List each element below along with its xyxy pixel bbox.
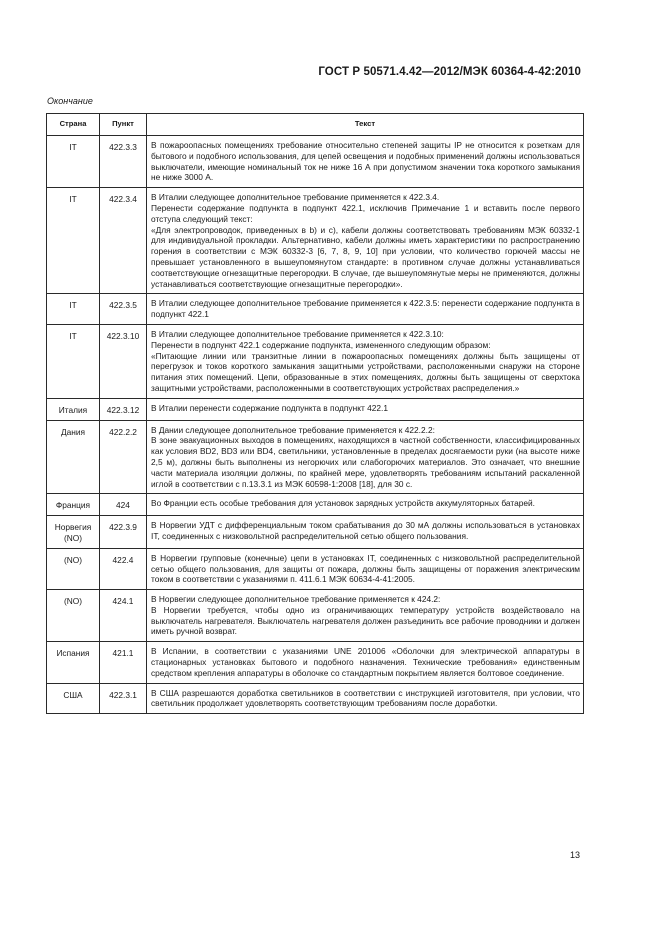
- text-paragraph: В Норвегии УДТ с дифференциальным током срабатывания до 30 мА должны использоваться в установках IT, соединенных с низковольтной распределительной сетью общего пользования.: [151, 520, 580, 541]
- text-paragraph: Перенести в подпункт 422.1 содержание подпункта, измененного следующим образом:: [151, 339, 491, 350]
- text-paragraph: Во Франции есть особые требования для установок зарядных устройств аккумуляторных батарей.: [151, 498, 535, 509]
- clause-cell: 422.3.12: [100, 398, 147, 420]
- requirements-table: [46, 113, 584, 714]
- country-cell: Испания: [47, 642, 100, 683]
- table-row: [47, 494, 584, 516]
- clause-cell: 424.1: [100, 590, 147, 642]
- text-cell: [147, 324, 584, 398]
- country-cell: IT: [47, 188, 100, 294]
- table-row: [47, 294, 584, 325]
- text-cell: [147, 136, 584, 188]
- text-paragraph: Перенести содержание подпункта в подпункт 422.1, исключив Примечание 1 и вставить после первого отступа следующий текст:: [151, 202, 580, 224]
- country-cell: Дания: [47, 420, 100, 494]
- table-row: [47, 420, 584, 494]
- text-paragraph: В Дании следующее дополнительное требование применяется к 422.2.2:: [151, 424, 435, 435]
- clause-cell: 422.3.3: [100, 136, 147, 188]
- clause-cell: 422.3.4: [100, 188, 147, 294]
- text-cell: [147, 683, 584, 714]
- clause-cell: 422.3.10: [100, 324, 147, 398]
- text-cell: [147, 494, 584, 516]
- text-cell: [147, 548, 584, 589]
- text-cell: [147, 516, 584, 549]
- text-paragraph: В Италии следующее дополнительное требование применяется к 422.3.4.: [151, 192, 440, 203]
- country-cell: Франция: [47, 494, 100, 516]
- clause-cell: 424: [100, 494, 147, 516]
- country-cell: США: [47, 683, 100, 714]
- table-row: [47, 548, 584, 589]
- table-header-row: [47, 114, 584, 136]
- table-row: [47, 642, 584, 683]
- text-paragraph: В Италии следующее дополнительное требование применяется к 422.3.5: перенести содержание подпункта в подпункт 422.1: [151, 298, 580, 320]
- text-paragraph: «Питающие линии или транзитные линии в пожароопасных помещениях должны быть защищены от перегрузок и токов короткого замыкания защитными устройствами, расположенными снаружи на стороне питания этих помещений. Цепи, образованные в этих помещениях, должны быть защищены от сверхтока защитными устройствами, расположенными в соответствующих устройствах распределения.»: [151, 350, 580, 393]
- text-paragraph: В пожароопасных помещениях требование относительно степеней защиты IP не относится к розеткам для бытового и подобного использования, для цепей освещения и подобных применений должны использоваться выключатели, имеющие номинальный ток не ниже 16 А при допустимом значении тока короткого замыкания не ниже 3000 А.: [151, 140, 580, 183]
- table-row: [47, 516, 584, 549]
- text-paragraph: В Норвегии следующее дополнительное требование применяется к 424.2:: [151, 594, 441, 605]
- clause-cell: 422.3.9: [100, 516, 147, 549]
- country-cell: IT: [47, 324, 100, 398]
- text-paragraph: В Норвегии требуется, чтобы одно из ограничивающих температуру устройств воздействовало на выключатель нагревателя. Выключатель нагревателя должен разъединить все рабочие проводники и должен иметь ручной возврат.: [151, 604, 580, 637]
- table-row: [47, 324, 584, 398]
- table-caption: Окончание: [47, 96, 93, 106]
- country-cell: Норвегия (NO): [47, 516, 100, 549]
- clause-cell: 422.2.2: [100, 420, 147, 494]
- text-cell: [147, 420, 584, 494]
- text-paragraph: В Норвегии групповые (конечные) цепи в установках IT, соединенных с низковольтной распределительной сетью общего пользования, для защиты от пожара, должны быть защищены от поражения электрическим током в соответствии с указаниями п. 411.6.1 МЭК 60634-4-41:2005.: [151, 552, 580, 585]
- table-row: [47, 398, 584, 420]
- country-cell: Италия: [47, 398, 100, 420]
- text-cell: [147, 294, 584, 325]
- country-cell: IT: [47, 136, 100, 188]
- clause-cell: 422.3.1: [100, 683, 147, 714]
- text-paragraph: В Испании, в соответствии с указаниями UNE 201006 «Оболочки для электрической аппаратуры в стационарных установках бытового и подобного назначения. Технические требования» единственным средством крепления аппаратуры в оболочке со стандартным покрытием является болтовое соединение.: [151, 646, 580, 678]
- text-paragraph: В Италии следующее дополнительное требование применяется к 422.3.10:: [151, 328, 444, 339]
- text-cell: [147, 642, 584, 683]
- text-cell: [147, 590, 584, 642]
- column-header-text: Текст: [147, 114, 584, 136]
- document-header: ГОСТ Р 50571.4.42—2012/МЭК 60364-4-42:2010: [318, 66, 581, 78]
- column-header-country: Страна: [47, 114, 100, 136]
- country-cell: IT: [47, 294, 100, 325]
- country-cell: (NO): [47, 590, 100, 642]
- country-cell: (NO): [47, 548, 100, 589]
- table-row: [47, 590, 584, 642]
- column-header-clause: Пункт: [100, 114, 147, 136]
- clause-cell: 421.1: [100, 642, 147, 683]
- table-body: [47, 136, 584, 714]
- text-paragraph: В зоне эвакуационных выходов в помещениях, находящихся в частной собственности, классифицированных как условия BD2, BD3 или BD4, светильники, установленные в пределах досягаемости руки (на высоте ниже 2,5 м), должны быть выполнены из негорючих или слабогорючих материалов. Это означает, что внешние части материала изоляции должны, по крайней мере, удовлетворять требованиям испытаний раскаленной иглой в соответствии с п.13.3.1 из МЭК 60598-1:2008 [18], для 30 с.: [151, 435, 580, 489]
- text-paragraph: «Для электропроводок, приведенных в b) и с), кабели должны соответствовать требованиям МЭК 60332-1 для индивидуальной прокладки. Альтернативно, кабели должны иметь характеристики по распространению горения в соответствии с МЭК 60332-3 [6, 7, 8, 9, 10] при условии, что количество горючей массы не превышает установленного в вышеупомянутом стандарте: в противном случае должны устанавливаться соответствующие огнезащитные перегородки. В случае, где вышеупомянутые меры не применяются, должны устанавливаться соответствующие огнезащитные перегородки».: [151, 224, 580, 289]
- page-number: 13: [569, 850, 580, 860]
- text-paragraph: В Италии перенести содержание подпункта в подпункт 422.1: [151, 402, 388, 413]
- table-row: [47, 136, 584, 188]
- text-cell: [147, 188, 584, 294]
- table-row: [47, 188, 584, 294]
- text-cell: [147, 398, 584, 420]
- clause-cell: 422.3.5: [100, 294, 147, 325]
- clause-cell: 422.4: [100, 548, 147, 589]
- table-row: [47, 683, 584, 714]
- text-paragraph: В США разрешаются доработка светильников в соответствии с инструкцией изготовителя, при условии, что светильник продолжает удовлетворять соответствующим требованиям после доработки.: [151, 687, 580, 709]
